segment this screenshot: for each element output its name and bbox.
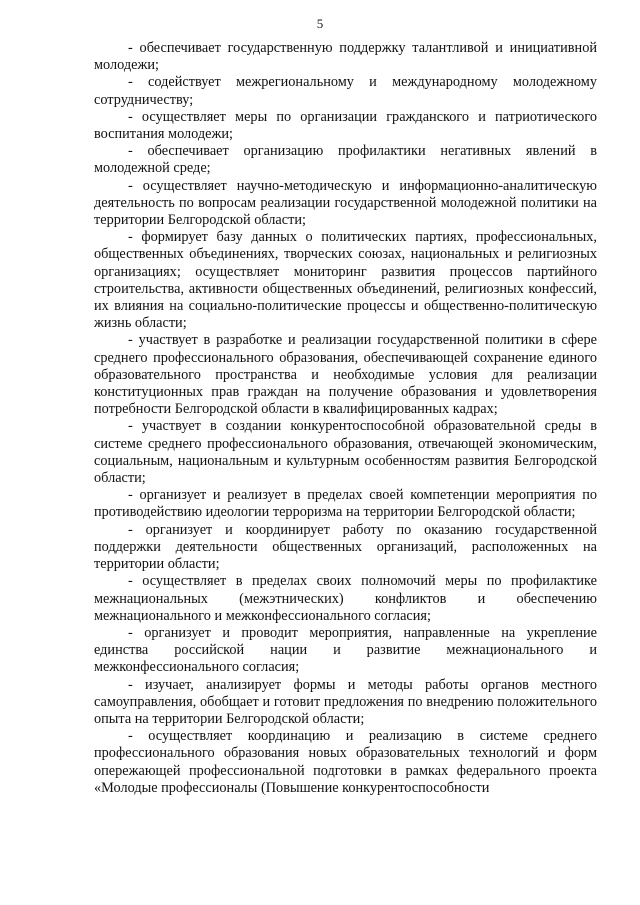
paragraph-9: - организует и реализует в пределах своей компетенции мероприятия по противодействию идеологии терроризма на территории Белгородской области; [94, 487, 597, 521]
paragraph-12: - организует и проводит мероприятия, направленные на укрепление единства российской нации и развитие межнационального и межконфессионального согласия; [94, 624, 597, 676]
paragraph-4: - обеспечивает организацию профилактики негативных явлений в молодежной среде; [94, 143, 597, 177]
paragraph-5: - осуществляет научно-методическую и информационно-аналитическую деятельность по вопросам реализации государственной молодежной политики на территории Белгородской области; [94, 177, 597, 229]
paragraph-1: - обеспечивает государственную поддержку талантливой и инициативной молодежи; [94, 40, 597, 74]
document-body [94, 40, 597, 797]
paragraph-8: - участвует в создании конкурентоспособной образовательной среды в системе среднего профессионального образования, отвечающей экономическим, социальным, национальным и культурным особенностям развития Белгородской области; [94, 418, 597, 487]
paragraph-7: - участвует в разработке и реализации государственной политики в сфере среднего профессионального образования, обеспечивающей сохранение единого образовательного пространства и необходимые условия для реализации конституционных прав граждан на получение образования и удовлетворения потребности Белгородской области в квалифицированных кадрах; [94, 332, 597, 418]
paragraph-11: - осуществляет в пределах своих полномочий меры по профилактике межнациональных (межэтнических) конфликтов и обеспечению межнационального и межконфессионального согласия; [94, 573, 597, 624]
paragraph-2: - содействует межрегиональному и международному молодежному сотрудничеству; [94, 74, 597, 108]
paragraph-13: - изучает, анализирует формы и методы работы органов местного самоуправления, обобщает и готовит предложения по внедрению положительного опыта на территории Белгородской области; [94, 676, 597, 727]
paragraph-3: - осуществляет меры по организации гражданского и патриотического воспитания молодежи; [94, 108, 597, 143]
paragraph-6: - формирует базу данных о политических партиях, профессиональных, общественных объединениях, творческих союзах, национальных и религиозных организациях; осуществляет мониторинг развития процессов партийного строительства, активности общественных объединений, религиозных конфессий, их влияния на социально-политические процессы и общественно-политическую жизнь области; [94, 229, 597, 332]
paragraph-14: - осуществляет координацию и реализацию в системе среднего профессионального образования новых образовательных технологий и форм опережающей профессиональной подготовки в рамках федерального проекта «Молодые профессионалы (Повышение конкурентоспособности [94, 728, 597, 796]
page-number: 5 [316, 16, 324, 31]
paragraph-10: - организует и координирует работу по оказанию государственной поддержки деятельности общественных организаций, расположенных на территории области; [94, 521, 597, 573]
